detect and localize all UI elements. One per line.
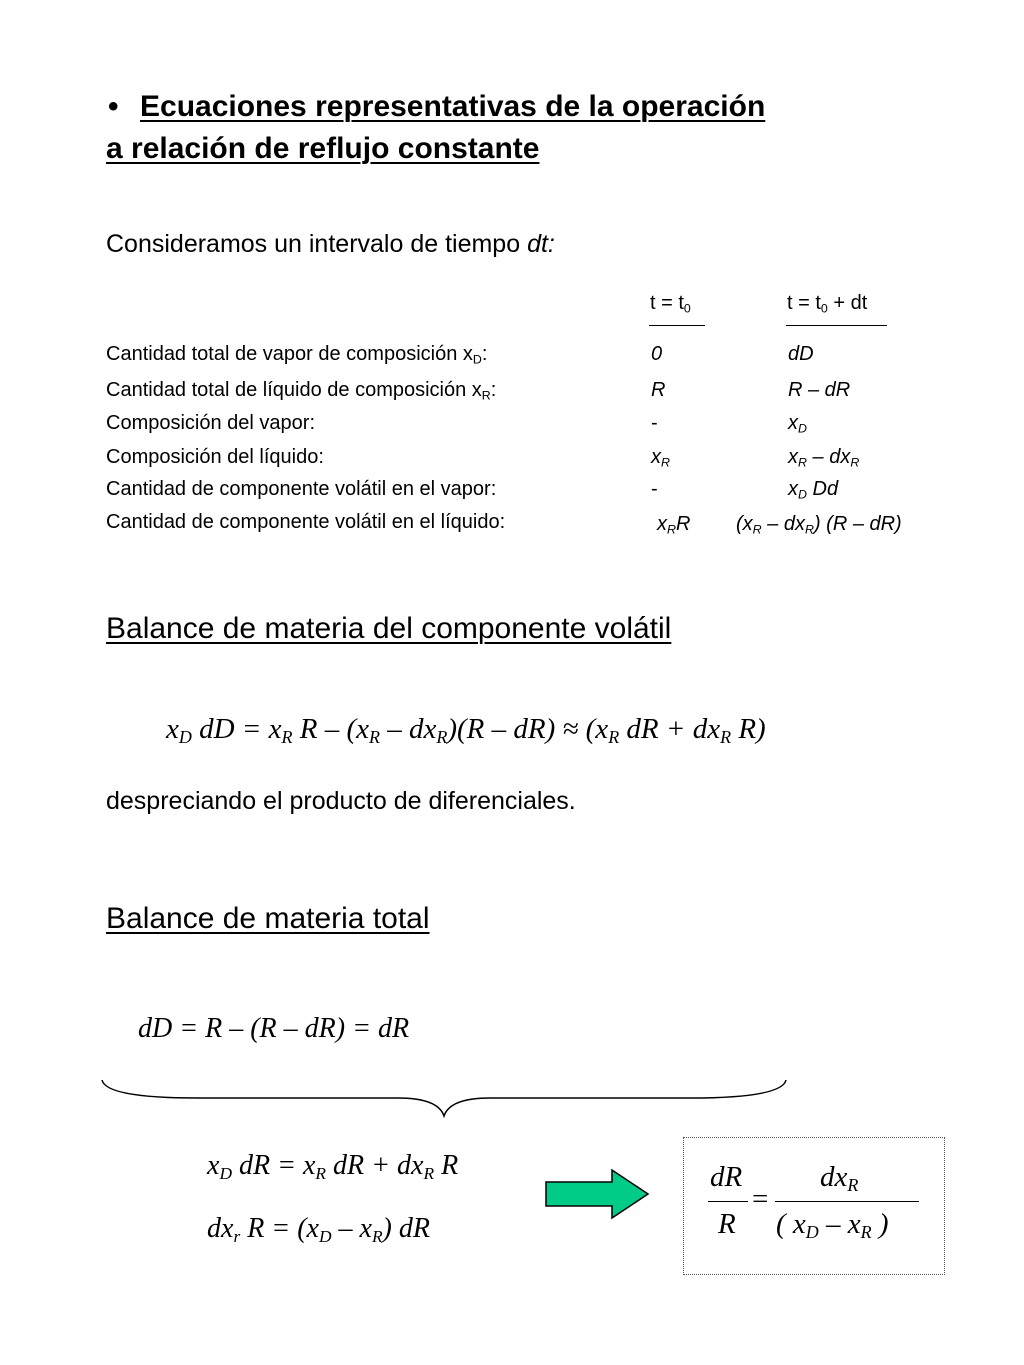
row-label-tail: : [481, 343, 488, 365]
eq-part: R) [731, 713, 766, 745]
cell-sub: D [798, 487, 807, 502]
column-header-t0-underline [649, 325, 705, 326]
result-rhs-numerator-main: dx [820, 1161, 848, 1193]
column-header-t0-dt-underline [786, 325, 887, 326]
heading-bullet: • [108, 90, 119, 123]
eq-sub: R [436, 727, 448, 748]
eq-part: R = (x [240, 1213, 319, 1244]
cell-main: x [788, 446, 798, 468]
section-title-total-balance: Balance de materia total [106, 902, 430, 935]
column-header-t0-dt-tail: + dt [827, 292, 868, 314]
table-row-label: Cantidad de componente volátil en el líquido: [106, 511, 506, 533]
cell-sub: R [798, 455, 807, 470]
table-cell-t0-dt [788, 412, 807, 435]
section-title-volatile-balance: Balance de materia del componente volátil [106, 612, 672, 645]
intro-sentence: Consideramos un intervalo de tiempo [106, 230, 528, 258]
table-cell-t0-dt: R – dR [788, 379, 851, 401]
cell-a: (x [736, 513, 753, 535]
eq-part: dR + dx [326, 1150, 424, 1181]
table-cell-t0 [651, 478, 658, 501]
intro-text [106, 230, 555, 259]
eq-sub: R [423, 1163, 435, 1183]
eq-part: )(R – dR) ≈ (x [447, 713, 609, 745]
eq-part: x [207, 1150, 220, 1181]
eq-part: ) dR [382, 1213, 430, 1244]
table-cell-t0-dt [788, 478, 838, 501]
column-header-t0-dt-sub: 0 [820, 301, 828, 316]
column-header-t0 [650, 292, 691, 315]
result-box [683, 1137, 945, 1275]
cell-text: - [651, 478, 658, 500]
row-label-sub: R [481, 388, 491, 403]
row-label-text: Cantidad total de líquido de composición x [106, 379, 482, 401]
eq-sub: r [233, 1226, 241, 1246]
result-lhs-fraction-line [708, 1201, 748, 1202]
cell-sub2: R [850, 455, 860, 470]
result-rhs-den-a: ( x [776, 1208, 806, 1240]
table-cell-t0: 0 [651, 343, 663, 365]
cell-main: x [651, 446, 661, 468]
cell-main: x [788, 478, 798, 500]
result-rhs-den-b: – x [818, 1208, 861, 1240]
column-header-t0-lead: t = t [650, 292, 684, 314]
eq-sub: R [368, 727, 380, 748]
cell-text: - [651, 412, 658, 434]
eq-sub: D [219, 1163, 232, 1183]
right-arrow-icon [544, 1168, 652, 1220]
volatile-balance-equation [166, 713, 766, 746]
result-equals: = [752, 1183, 769, 1215]
cell-mid: – dx [806, 446, 851, 468]
result-rhs-den-sub2: R [860, 1222, 872, 1243]
curly-brace-icon [98, 1074, 790, 1120]
heading-line2: a relación de reflujo constante [106, 132, 540, 165]
eq-part: – x [331, 1213, 372, 1244]
eq-sub: R [315, 1163, 327, 1183]
cell-sub: D [798, 421, 807, 436]
cell-c: ) (R – dR) [813, 513, 902, 535]
eq-sub: R [371, 1226, 383, 1246]
column-header-t0-dt-lead: t = t [787, 292, 821, 314]
result-rhs-denominator [776, 1208, 889, 1241]
result-rhs-den-sub1: D [805, 1222, 819, 1243]
cell-tail: R [675, 513, 691, 535]
table-row-label: Cantidad de componente volátil en el vapor: [106, 478, 497, 500]
eq-sub: D [178, 727, 192, 748]
derivation-equation-1 [207, 1150, 458, 1182]
cell-b: – dx [761, 513, 805, 535]
cell-tail: Dd [806, 478, 839, 500]
derivation-equation-2 [207, 1213, 430, 1245]
eq-part: dR + dx [619, 713, 721, 745]
cell-sub: R [667, 522, 676, 537]
result-rhs-den-c: ) [871, 1208, 889, 1240]
cell-sub: R [752, 522, 762, 537]
neglect-note: despreciando el producto de diferenciales. [106, 787, 576, 815]
table-row-label: Composición del vapor: [106, 412, 315, 434]
table-cell-t0-dt [736, 513, 902, 536]
result-lhs-numerator: dR [710, 1161, 743, 1193]
row-label-text: Cantidad total de vapor de composición x [106, 343, 473, 365]
eq-part: R [434, 1150, 459, 1181]
table-row-label [106, 343, 487, 366]
eq-sub: R [608, 727, 620, 748]
table-cell-t0: R [651, 379, 666, 401]
eq-part: dR = x [231, 1150, 316, 1181]
column-header-t0-dt [787, 292, 867, 315]
table-row-label: Composición del líquido: [106, 446, 324, 468]
row-label-tail: : [490, 379, 497, 401]
table-cell-t0 [657, 513, 690, 536]
eq-sub: R [281, 727, 293, 748]
eq-part: dx [207, 1213, 234, 1244]
eq-part: R – (x [292, 713, 369, 745]
eq-sub: R [720, 727, 732, 748]
table-cell-t0 [651, 412, 658, 435]
result-rhs-numerator [820, 1161, 858, 1194]
table-cell-t0-dt: dD [788, 343, 814, 365]
eq-part: – dx [379, 713, 437, 745]
heading-line1: Ecuaciones representativas de la operación [140, 90, 766, 123]
cell-sub: R [661, 455, 670, 470]
cell-main: x [657, 513, 667, 535]
cell-sub2: R [804, 522, 814, 537]
column-header-t0-sub: 0 [683, 301, 691, 316]
table-row-label [106, 379, 496, 402]
eq-part: x [166, 713, 179, 745]
row-label-sub: D [472, 352, 482, 367]
eq-sub: D [318, 1226, 332, 1246]
total-balance-equation: dD = R – (R – dR) = dR [138, 1013, 410, 1044]
intro-variable: dt: [527, 230, 555, 258]
result-rhs-numerator-sub: R [847, 1175, 859, 1196]
cell-main: x [788, 412, 798, 434]
table-cell-t0 [651, 446, 670, 469]
result-lhs-denominator: R [718, 1208, 736, 1240]
table-cell-t0-dt [788, 446, 859, 469]
result-rhs-fraction-line [775, 1201, 919, 1202]
eq-part: dD = x [191, 713, 282, 745]
